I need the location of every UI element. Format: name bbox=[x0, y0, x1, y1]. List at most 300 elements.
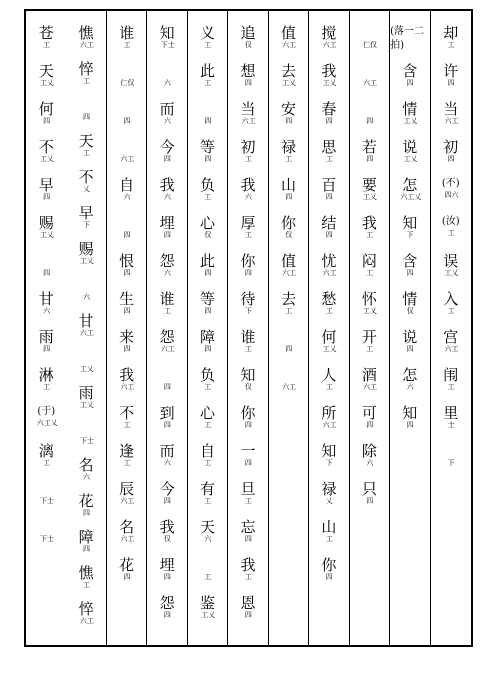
gongche-notation: 六 bbox=[406, 383, 414, 391]
lyric-cell bbox=[269, 367, 308, 405]
lyric-character: 天 bbox=[200, 518, 216, 536]
gongche-notation: 四 bbox=[244, 79, 252, 87]
lyric-cell bbox=[147, 101, 186, 139]
gongche-notation: 四 bbox=[447, 79, 455, 87]
lyric-cell bbox=[431, 215, 471, 253]
lyric-character: 等 bbox=[200, 290, 216, 308]
gongche-notation: 四 bbox=[244, 459, 252, 467]
lyric-character: 负 bbox=[200, 366, 216, 384]
lyric-cell bbox=[188, 63, 227, 101]
gongche-notation: 四 bbox=[123, 307, 131, 315]
score-column-10 bbox=[66, 11, 106, 645]
lyric-cell bbox=[147, 139, 186, 177]
lyric-character: 闷 bbox=[361, 252, 377, 270]
lyric-character: 初 bbox=[240, 138, 256, 156]
lyric-cell bbox=[107, 557, 146, 595]
gongche-notation: 工 bbox=[204, 459, 212, 467]
gongche-notation: 工 bbox=[83, 77, 91, 85]
gongche-notation: 六 bbox=[83, 293, 91, 301]
gongche-notation: 六 bbox=[163, 79, 171, 87]
lyric-character: 到 bbox=[159, 404, 175, 422]
lyric-cell bbox=[66, 277, 105, 313]
gongche-notation: 工 bbox=[244, 497, 252, 505]
gongche-notation: 六 bbox=[83, 473, 91, 481]
gongche-notation: 仅 bbox=[244, 383, 252, 391]
lyric-character: 花 bbox=[78, 492, 94, 510]
lyric-character: 安 bbox=[280, 100, 296, 118]
gongche-notation: 下 bbox=[447, 459, 455, 467]
gongche-notation: 下士 bbox=[79, 437, 94, 445]
lyric-cell bbox=[66, 133, 105, 169]
gongche-notation: 工乂 bbox=[363, 307, 378, 315]
lyric-character: 思 bbox=[321, 138, 337, 156]
lyric-cell bbox=[228, 139, 267, 177]
gongche-notation: 四 bbox=[406, 421, 414, 429]
gongche-notation: 工 bbox=[123, 421, 131, 429]
gongche-notation: 工 bbox=[204, 421, 212, 429]
gongche-notation: 六工 bbox=[160, 345, 175, 353]
lyric-character: 鉴 bbox=[200, 594, 216, 612]
gongche-notation: 四 bbox=[285, 345, 293, 353]
lyric-cell bbox=[431, 177, 471, 215]
lyric-character: 山 bbox=[321, 518, 337, 536]
lyric-character: 此 bbox=[200, 62, 216, 80]
gongche-notation: 工乂 bbox=[444, 269, 459, 277]
lyric-cell bbox=[390, 215, 429, 253]
lyric-cell bbox=[269, 329, 308, 367]
lyric-cell bbox=[228, 25, 267, 63]
lyric-cell bbox=[390, 253, 429, 291]
lyric-cell bbox=[26, 253, 66, 291]
lyric-cell bbox=[431, 443, 471, 481]
gongche-notation: 工乂 bbox=[79, 257, 94, 265]
score-column-8 bbox=[147, 11, 187, 645]
lyric-cell bbox=[66, 385, 105, 421]
lyric-cell bbox=[188, 519, 227, 557]
gongche-notation: 四 bbox=[325, 117, 333, 125]
lyric-cell bbox=[107, 329, 146, 367]
lyric-character: 逢 bbox=[119, 442, 135, 460]
lyric-cell bbox=[147, 63, 186, 101]
lyric-character: 怨 bbox=[159, 328, 175, 346]
lyric-cell bbox=[269, 25, 308, 63]
gongche-notation: 六工 bbox=[79, 617, 94, 625]
lyric-cell bbox=[147, 177, 186, 215]
lyric-character: 去 bbox=[280, 62, 296, 80]
lyric-cell bbox=[147, 481, 186, 519]
gongche-notation: 工乂 bbox=[39, 79, 54, 87]
lyric-cell bbox=[188, 367, 227, 405]
lyric-character: 悴 bbox=[78, 600, 94, 618]
gongche-notation: 四 bbox=[325, 193, 333, 201]
gongche-notation: 工 bbox=[204, 383, 212, 391]
gongche-notation: 四 bbox=[123, 231, 131, 239]
lyric-character: 雨 bbox=[78, 384, 94, 402]
gongche-notation: 六 bbox=[163, 269, 171, 277]
lyric-cell bbox=[107, 177, 146, 215]
lyric-character: 义 bbox=[200, 24, 216, 42]
lyric-character: 我 bbox=[321, 62, 337, 80]
lyric-cell bbox=[107, 367, 146, 405]
lyric-cell bbox=[350, 139, 389, 177]
gongche-notation: 工 bbox=[204, 573, 212, 581]
lyric-character: 谁 bbox=[159, 290, 175, 308]
lyric-character: 当 bbox=[443, 100, 459, 118]
lyric-cell bbox=[390, 25, 429, 63]
lyric-cell bbox=[107, 101, 146, 139]
lyric-character: 情 bbox=[402, 100, 418, 118]
lyric-cell bbox=[269, 177, 308, 215]
gongche-notation: 四 bbox=[163, 231, 171, 239]
lyric-cell bbox=[147, 557, 186, 595]
lyric-character: 含 bbox=[402, 62, 418, 80]
lyric-cell bbox=[390, 101, 429, 139]
score-column-7 bbox=[188, 11, 228, 645]
lyric-cell bbox=[107, 443, 146, 481]
lyric-cell bbox=[228, 595, 267, 633]
lyric-cell bbox=[147, 25, 186, 63]
lyric-cell bbox=[188, 595, 227, 633]
lyric-cell bbox=[431, 101, 471, 139]
lyric-character: 天 bbox=[38, 62, 54, 80]
lyric-character: 辰 bbox=[119, 480, 135, 498]
gongche-notation: 四 bbox=[204, 307, 212, 315]
lyric-cell bbox=[26, 481, 66, 519]
lyric-cell bbox=[269, 63, 308, 101]
lyric-cell bbox=[66, 241, 105, 277]
lyric-cell bbox=[390, 63, 429, 101]
lyric-cell bbox=[350, 63, 389, 101]
lyric-character: 有 bbox=[200, 480, 216, 498]
lyric-cell bbox=[66, 493, 105, 529]
lyric-cell bbox=[188, 177, 227, 215]
score-column-4 bbox=[309, 11, 349, 645]
lyric-cell bbox=[350, 443, 389, 481]
gongche-notation: 仁仅 bbox=[120, 79, 135, 87]
lyric-cell bbox=[147, 291, 186, 329]
lyric-cell bbox=[350, 215, 389, 253]
lyric-cell bbox=[147, 253, 186, 291]
lyric-cell bbox=[350, 177, 389, 215]
lyric-cell bbox=[309, 367, 348, 405]
gongche-notation: 六 bbox=[244, 193, 252, 201]
gongche-notation: 工 bbox=[325, 307, 333, 315]
lyric-cell bbox=[188, 253, 227, 291]
gongche-notation: 六 bbox=[204, 535, 212, 543]
lyric-character: 花 bbox=[119, 556, 135, 574]
lyric-cell bbox=[228, 177, 267, 215]
lyric-character: 不 bbox=[78, 168, 94, 186]
lyric-character: 山 bbox=[280, 176, 296, 194]
lyric-cell bbox=[107, 481, 146, 519]
lyric-character: 我 bbox=[159, 176, 175, 194]
gongche-notation: 四 bbox=[366, 155, 374, 163]
lyric-cell bbox=[431, 63, 471, 101]
lyric-cell bbox=[309, 177, 348, 215]
lyric-character: 我 bbox=[240, 176, 256, 194]
gongche-notation: 工乂 bbox=[282, 79, 297, 87]
gongche-notation: 四 bbox=[163, 573, 171, 581]
lyric-character: 何 bbox=[38, 100, 54, 118]
gongche-notation: 工 bbox=[123, 41, 131, 49]
lyric-cell bbox=[350, 367, 389, 405]
lyric-cell bbox=[228, 215, 267, 253]
lyric-cell bbox=[26, 367, 66, 405]
gongche-notation: 乂 bbox=[325, 497, 333, 505]
lyric-cell bbox=[107, 291, 146, 329]
lyric-cell bbox=[188, 291, 227, 329]
gongche-notation: 六工 bbox=[120, 535, 135, 543]
lyric-cell bbox=[269, 291, 308, 329]
lyric-character: 误 bbox=[443, 252, 459, 270]
lyric-character: 淋 bbox=[38, 366, 54, 384]
lyric-cell bbox=[390, 177, 429, 215]
gongche-notation: 工乂 bbox=[322, 79, 337, 87]
lyric-character: 而 bbox=[159, 442, 175, 460]
lyric-cell bbox=[309, 101, 348, 139]
lyric-cell bbox=[26, 405, 66, 443]
lyric-character: 除 bbox=[361, 442, 377, 460]
lyric-character: 忧 bbox=[321, 252, 337, 270]
lyric-cell bbox=[107, 405, 146, 443]
gongche-notation: 四 bbox=[83, 509, 91, 517]
gongche-notation: 四 bbox=[244, 611, 252, 619]
gongche-notation: 六工 bbox=[322, 269, 337, 277]
gongche-notation: 工 bbox=[325, 535, 333, 543]
lyric-character: 闱 bbox=[443, 366, 459, 384]
lyric-character: 知 bbox=[402, 214, 418, 232]
gongche-notation: 四 bbox=[163, 155, 171, 163]
gongche-notation: 四 bbox=[204, 345, 212, 353]
lyric-character: 赐 bbox=[78, 240, 94, 258]
lyric-character: 而 bbox=[159, 100, 175, 118]
lyric-character: 搅 bbox=[321, 24, 337, 42]
lyric-character: 春 bbox=[321, 100, 337, 118]
score-column-11 bbox=[26, 11, 66, 645]
gongche-notation: 四 bbox=[244, 535, 252, 543]
lyric-cell bbox=[269, 101, 308, 139]
gongche-notation: 六工 bbox=[363, 383, 378, 391]
lyric-character: 谁 bbox=[119, 24, 135, 42]
lyric-cell bbox=[66, 349, 105, 385]
lyric-character: 早 bbox=[78, 204, 94, 222]
lyric-cell bbox=[431, 253, 471, 291]
gongche-notation: 下 bbox=[83, 221, 91, 229]
lyric-cell bbox=[228, 101, 267, 139]
lyric-character: 你 bbox=[240, 404, 256, 422]
gongche-notation: 四 bbox=[123, 269, 131, 277]
gongche-notation: 四 bbox=[123, 345, 131, 353]
lyric-cell bbox=[147, 329, 186, 367]
gongche-notation: 工 bbox=[204, 193, 212, 201]
gongche-notation: 工 bbox=[325, 155, 333, 163]
gongche-notation: 工 bbox=[366, 231, 374, 239]
gongche-notation: 四 bbox=[163, 497, 171, 505]
gongche-notation: 六工 bbox=[120, 155, 135, 163]
gongche-notation: 四 bbox=[163, 421, 171, 429]
lyric-character: (不) bbox=[441, 178, 460, 189]
lyric-character: 知 bbox=[321, 442, 337, 460]
gongche-notation: 下 bbox=[406, 231, 414, 239]
gongche-notation: 工 bbox=[163, 307, 171, 315]
lyric-character: 等 bbox=[200, 138, 216, 156]
lyric-character: 旦 bbox=[240, 480, 256, 498]
lyric-character: 自 bbox=[119, 176, 135, 194]
gongche-notation: 工 bbox=[204, 497, 212, 505]
lyric-cell bbox=[188, 215, 227, 253]
gongche-notation: 仅 bbox=[244, 41, 252, 49]
lyric-cell bbox=[269, 215, 308, 253]
score-column-5 bbox=[269, 11, 309, 645]
lyric-cell bbox=[228, 405, 267, 443]
gongche-notation: 四 bbox=[204, 117, 212, 125]
lyric-cell bbox=[66, 565, 105, 601]
lyric-cell bbox=[26, 519, 66, 557]
lyric-character: 埋 bbox=[159, 556, 175, 574]
gongche-notation: 下士 bbox=[39, 535, 54, 543]
lyric-cell bbox=[26, 443, 66, 481]
lyric-character: 不 bbox=[119, 404, 135, 422]
lyric-character: 此 bbox=[200, 252, 216, 270]
gongche-notation: 四 bbox=[204, 155, 212, 163]
lyric-cell bbox=[66, 529, 105, 565]
lyric-cell bbox=[309, 291, 348, 329]
score-column-1 bbox=[431, 11, 471, 645]
gongche-notation: 六工 bbox=[282, 383, 297, 391]
lyric-cell bbox=[188, 25, 227, 63]
lyric-character: 憔 bbox=[78, 564, 94, 582]
lyric-character: 来 bbox=[119, 328, 135, 346]
gongche-notation: 六 bbox=[123, 193, 131, 201]
lyric-cell bbox=[269, 139, 308, 177]
lyric-character: 追 bbox=[240, 24, 256, 42]
lyric-character: 甘 bbox=[38, 290, 54, 308]
gongche-notation: 四 bbox=[163, 611, 171, 619]
lyric-character: 却 bbox=[443, 24, 459, 42]
lyric-cell bbox=[66, 205, 105, 241]
gongche-notation: 工 bbox=[285, 155, 293, 163]
lyric-character: 百 bbox=[321, 176, 337, 194]
lyric-cell bbox=[350, 253, 389, 291]
gongche-notation: 仅 bbox=[406, 307, 414, 315]
gongche-notation: 下 bbox=[244, 307, 252, 315]
lyric-cell bbox=[309, 329, 348, 367]
gongche-notation: 四 bbox=[83, 113, 91, 121]
gongche-notation: 四 bbox=[43, 193, 51, 201]
gongche-notation: 六工 bbox=[282, 269, 297, 277]
lyric-character: 去 bbox=[280, 290, 296, 308]
lyric-cell bbox=[188, 329, 227, 367]
lyric-cell bbox=[66, 25, 105, 61]
lyric-cell bbox=[431, 25, 471, 63]
lyric-cell bbox=[188, 405, 227, 443]
gongche-notation: 六工 bbox=[79, 329, 94, 337]
lyric-cell bbox=[107, 253, 146, 291]
gongche-notation: 六工 bbox=[282, 41, 297, 49]
gongche-notation: 工 bbox=[204, 41, 212, 49]
lyric-character: 埋 bbox=[159, 214, 175, 232]
lyric-cell bbox=[107, 215, 146, 253]
lyric-cell bbox=[228, 329, 267, 367]
lyric-character: (于) bbox=[37, 406, 56, 417]
gongche-notation: 工 bbox=[43, 459, 51, 467]
gongche-notation: 工乂 bbox=[39, 231, 54, 239]
lyric-cell bbox=[390, 367, 429, 405]
lyric-character: 想 bbox=[240, 62, 256, 80]
lyric-cell bbox=[390, 405, 429, 443]
gongche-notation: 六工 bbox=[322, 421, 337, 429]
gongche-notation: 工 bbox=[123, 459, 131, 467]
lyric-cell bbox=[309, 215, 348, 253]
lyric-character: 障 bbox=[200, 328, 216, 346]
gongche-notation: 乂 bbox=[83, 185, 91, 193]
lyric-character: 恩 bbox=[240, 594, 256, 612]
lyric-character: 生 bbox=[119, 290, 135, 308]
gongche-notation: 六 bbox=[43, 307, 51, 315]
lyric-character: 雨 bbox=[38, 328, 54, 346]
lyric-cell bbox=[107, 139, 146, 177]
lyric-character: 今 bbox=[159, 480, 175, 498]
lyric-cell bbox=[147, 215, 186, 253]
lyric-cell bbox=[350, 481, 389, 519]
lyric-character: 负 bbox=[200, 176, 216, 194]
gongche-notation: 工 bbox=[447, 307, 455, 315]
lyric-character: 我 bbox=[119, 366, 135, 384]
lyric-character: 怨 bbox=[159, 252, 175, 270]
lyric-cell bbox=[66, 97, 105, 133]
lyric-character: 憔 bbox=[78, 24, 94, 42]
lyric-cell bbox=[350, 25, 389, 63]
lyric-character: (落一二拍) bbox=[390, 26, 424, 51]
lyric-character: 愁 bbox=[321, 290, 337, 308]
gongche-notation: 工 bbox=[43, 383, 51, 391]
lyric-cell bbox=[309, 443, 348, 481]
lyric-cell bbox=[228, 291, 267, 329]
lyric-character: 值 bbox=[280, 24, 296, 42]
lyric-character: (汝) bbox=[441, 216, 460, 227]
gongche-notation: 工 bbox=[244, 231, 252, 239]
lyric-character: 待 bbox=[240, 290, 256, 308]
lyric-cell bbox=[147, 595, 186, 633]
gongche-notation: 下士 bbox=[160, 41, 175, 49]
lyric-cell bbox=[66, 169, 105, 205]
lyric-cell bbox=[228, 253, 267, 291]
gongche-notation: 仁仅 bbox=[363, 41, 378, 49]
lyric-cell bbox=[350, 405, 389, 443]
lyric-cell bbox=[309, 519, 348, 557]
lyric-character: 怎 bbox=[402, 366, 418, 384]
lyric-character: 心 bbox=[200, 214, 216, 232]
gongche-notation: 六 bbox=[163, 117, 171, 125]
lyric-cell bbox=[66, 457, 105, 493]
lyric-cell bbox=[26, 25, 66, 63]
lyric-character: 含 bbox=[402, 252, 418, 270]
gongche-notation: 六 bbox=[163, 459, 171, 467]
gongche-notation: 工 bbox=[244, 573, 252, 581]
gongche-notation: 工 bbox=[366, 345, 374, 353]
lyric-cell bbox=[390, 329, 429, 367]
lyric-character: 我 bbox=[361, 214, 377, 232]
lyric-cell bbox=[431, 405, 471, 443]
lyric-character: 当 bbox=[240, 100, 256, 118]
lyric-character: 知 bbox=[402, 404, 418, 422]
lyric-character: 开 bbox=[361, 328, 377, 346]
lyric-cell bbox=[66, 421, 105, 457]
lyric-character: 怎 bbox=[402, 176, 418, 194]
gongche-notation: 工 bbox=[325, 383, 333, 391]
gongche-notation: 仅 bbox=[285, 231, 293, 239]
gongche-notation: 工 bbox=[83, 581, 91, 589]
